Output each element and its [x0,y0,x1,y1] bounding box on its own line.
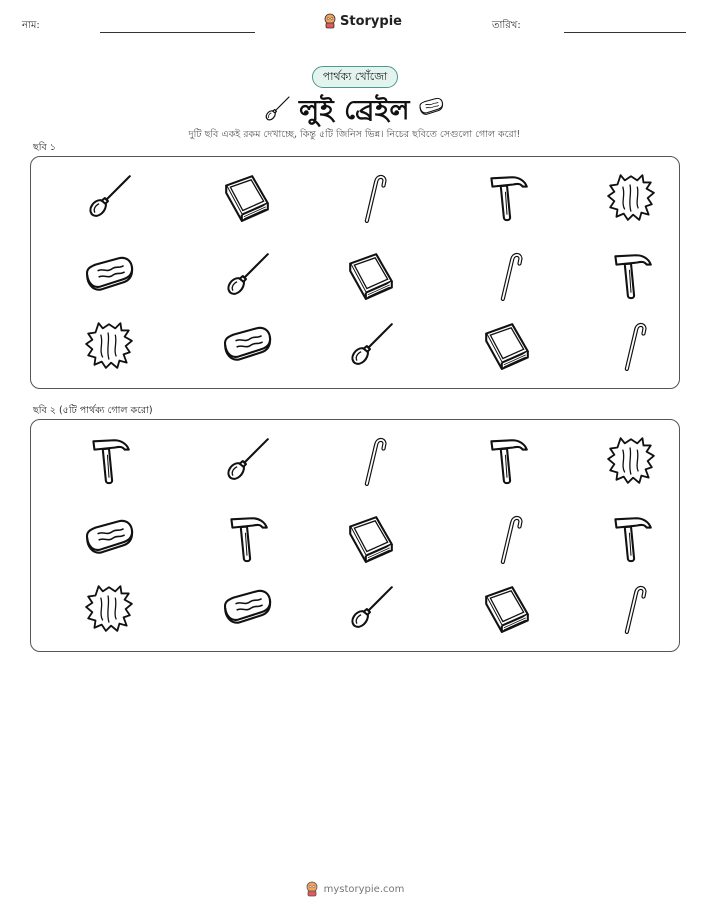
hide-icon [605,171,657,223]
date-line[interactable] [564,32,686,33]
book-icon[interactable] [345,512,397,564]
cane-icon[interactable] [605,582,657,634]
soap-icon[interactable] [221,582,273,634]
hammer-icon[interactable] [83,434,135,486]
awl-icon [83,171,135,223]
name-label: নাম: [22,20,40,31]
cane-icon[interactable] [345,434,397,486]
footer [0,881,709,897]
soap-icon [416,94,446,120]
awl-icon [345,319,397,371]
book-icon [481,319,533,371]
hammer-icon [605,249,657,301]
awl-icon[interactable] [345,582,397,634]
soap-icon [221,319,273,371]
page-title: লুই ব্রেইল [299,95,410,126]
panel1-label: ছবি ১ [33,142,56,153]
instruction-text: দুটি ছবি একই রকম দেখাচ্ছে, কিন্তু ৫টি জিনিস ভিন্ন। নিচের ছবিতে সেগুলো গোল করো! [188,129,521,140]
storypie-mascot-icon [323,13,337,29]
brand-name: Storypie [340,13,402,29]
date-label: তারিখ: [492,20,521,31]
book-icon[interactable] [481,582,533,634]
cane-icon [345,171,397,223]
picture-2-panel[interactable] [30,419,680,652]
cane-icon[interactable] [481,512,533,564]
soap-icon[interactable] [83,512,135,564]
hide-icon[interactable] [83,582,135,634]
footer-site: mystorypie.com [323,883,405,895]
hide-icon [83,319,135,371]
brand-logo [323,13,402,29]
book-icon [345,249,397,301]
panel2-label: ছবি ২ (৫টি পার্থক্য গোল করো) [33,405,153,416]
name-line[interactable] [100,32,255,33]
cane-icon [481,249,533,301]
hammer-icon[interactable] [605,512,657,564]
awl-icon [221,249,273,301]
storypie-mascot-icon [305,881,319,897]
soap-icon [83,249,135,301]
book-icon [221,171,273,223]
hammer-icon[interactable] [481,434,533,486]
hammer-icon[interactable] [221,512,273,564]
awl-icon[interactable] [221,434,273,486]
picture-1-panel [30,156,680,389]
activity-tag: পার্থক্য খোঁজো [312,66,398,88]
hammer-icon [481,171,533,223]
hide-icon[interactable] [605,434,657,486]
cane-icon [605,319,657,371]
